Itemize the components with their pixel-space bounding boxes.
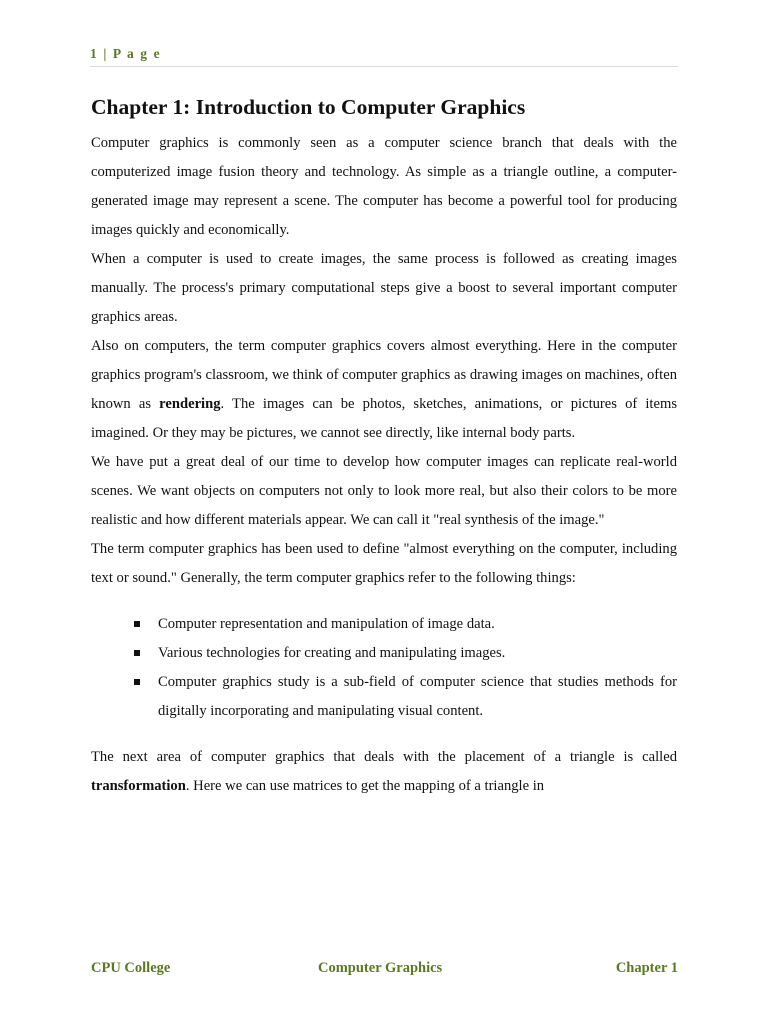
document-body bbox=[91, 90, 677, 801]
term-transformation: transformation bbox=[91, 778, 186, 794]
paragraph-text: . The images can be photos, sketches, animations, or pictures of items imagined. Or they may be pictures, we cannot see directly, like internal body parts. bbox=[91, 396, 677, 441]
paragraph-intro bbox=[91, 129, 677, 245]
paragraph-text: . Here we can use matrices to get the mapping of a triangle in bbox=[185, 778, 545, 794]
paragraph-text: When a computer is used to create images, the same process is followed as creating images manually. The process's primary computational steps give a boost to several important computer graphics areas. bbox=[91, 251, 677, 325]
paragraph-definition bbox=[91, 535, 677, 593]
page-number-label: 1 | P a g e bbox=[90, 46, 162, 61]
chapter-title: Chapter 1: Introduction to Computer Graphics bbox=[91, 95, 526, 119]
list-item-text: Various technologies for creating and manipulating images. bbox=[158, 645, 506, 661]
list-item-text: Computer representation and manipulation of image data. bbox=[158, 616, 495, 632]
square-bullet-icon bbox=[134, 679, 140, 685]
square-bullet-icon bbox=[134, 621, 140, 627]
footer-course: Computer Graphics bbox=[318, 960, 443, 976]
square-bullet-icon bbox=[134, 650, 140, 656]
bullet-list bbox=[91, 610, 677, 726]
page-header bbox=[90, 44, 678, 67]
paragraph-text: Computer graphics is commonly seen as a computer science branch that deals with the computerized image fusion theory and technology. As simple as a triangle outline, a computer-generated image may represent a scene. The computer has become a powerful tool for producing images quickly and economically. bbox=[91, 135, 677, 238]
term-rendering: rendering bbox=[159, 396, 221, 412]
list-item bbox=[158, 668, 677, 726]
page-footer bbox=[91, 958, 678, 980]
footer-college: CPU College bbox=[91, 960, 171, 976]
paragraph-transformation bbox=[91, 743, 677, 801]
list-item-text: Computer graphics study is a sub-field of computer science that studies methods for digitally incorporating and manipulating visual content. bbox=[158, 674, 677, 719]
list-item bbox=[158, 639, 677, 668]
paragraph-text: The next area of computer graphics that deals with the placement of a triangle is called bbox=[91, 749, 677, 765]
paragraph-text: Also on computers, the term computer graphics covers almost everything. Here in the computer graphics program's classroom, we think of computer graphics as drawing images on machines, often known as bbox=[91, 338, 677, 412]
paragraph-process bbox=[91, 245, 677, 332]
paragraph-text: We have put a great deal of our time to develop how computer images can replicate real-world scenes. We want objects on computers not only to look more real, but also their colors to be more realistic and how different materials appear. We can call it "real synthesis of the image." bbox=[91, 454, 677, 528]
paragraph-rendering bbox=[91, 332, 677, 448]
paragraph-text: The term computer graphics has been used to define "almost everything on the computer, including text or sound." Generally, the term computer graphics refer to the following things: bbox=[91, 541, 677, 586]
paragraph-realism bbox=[91, 448, 677, 535]
footer-chapter: Chapter 1 bbox=[615, 960, 678, 976]
list-item bbox=[158, 610, 677, 639]
